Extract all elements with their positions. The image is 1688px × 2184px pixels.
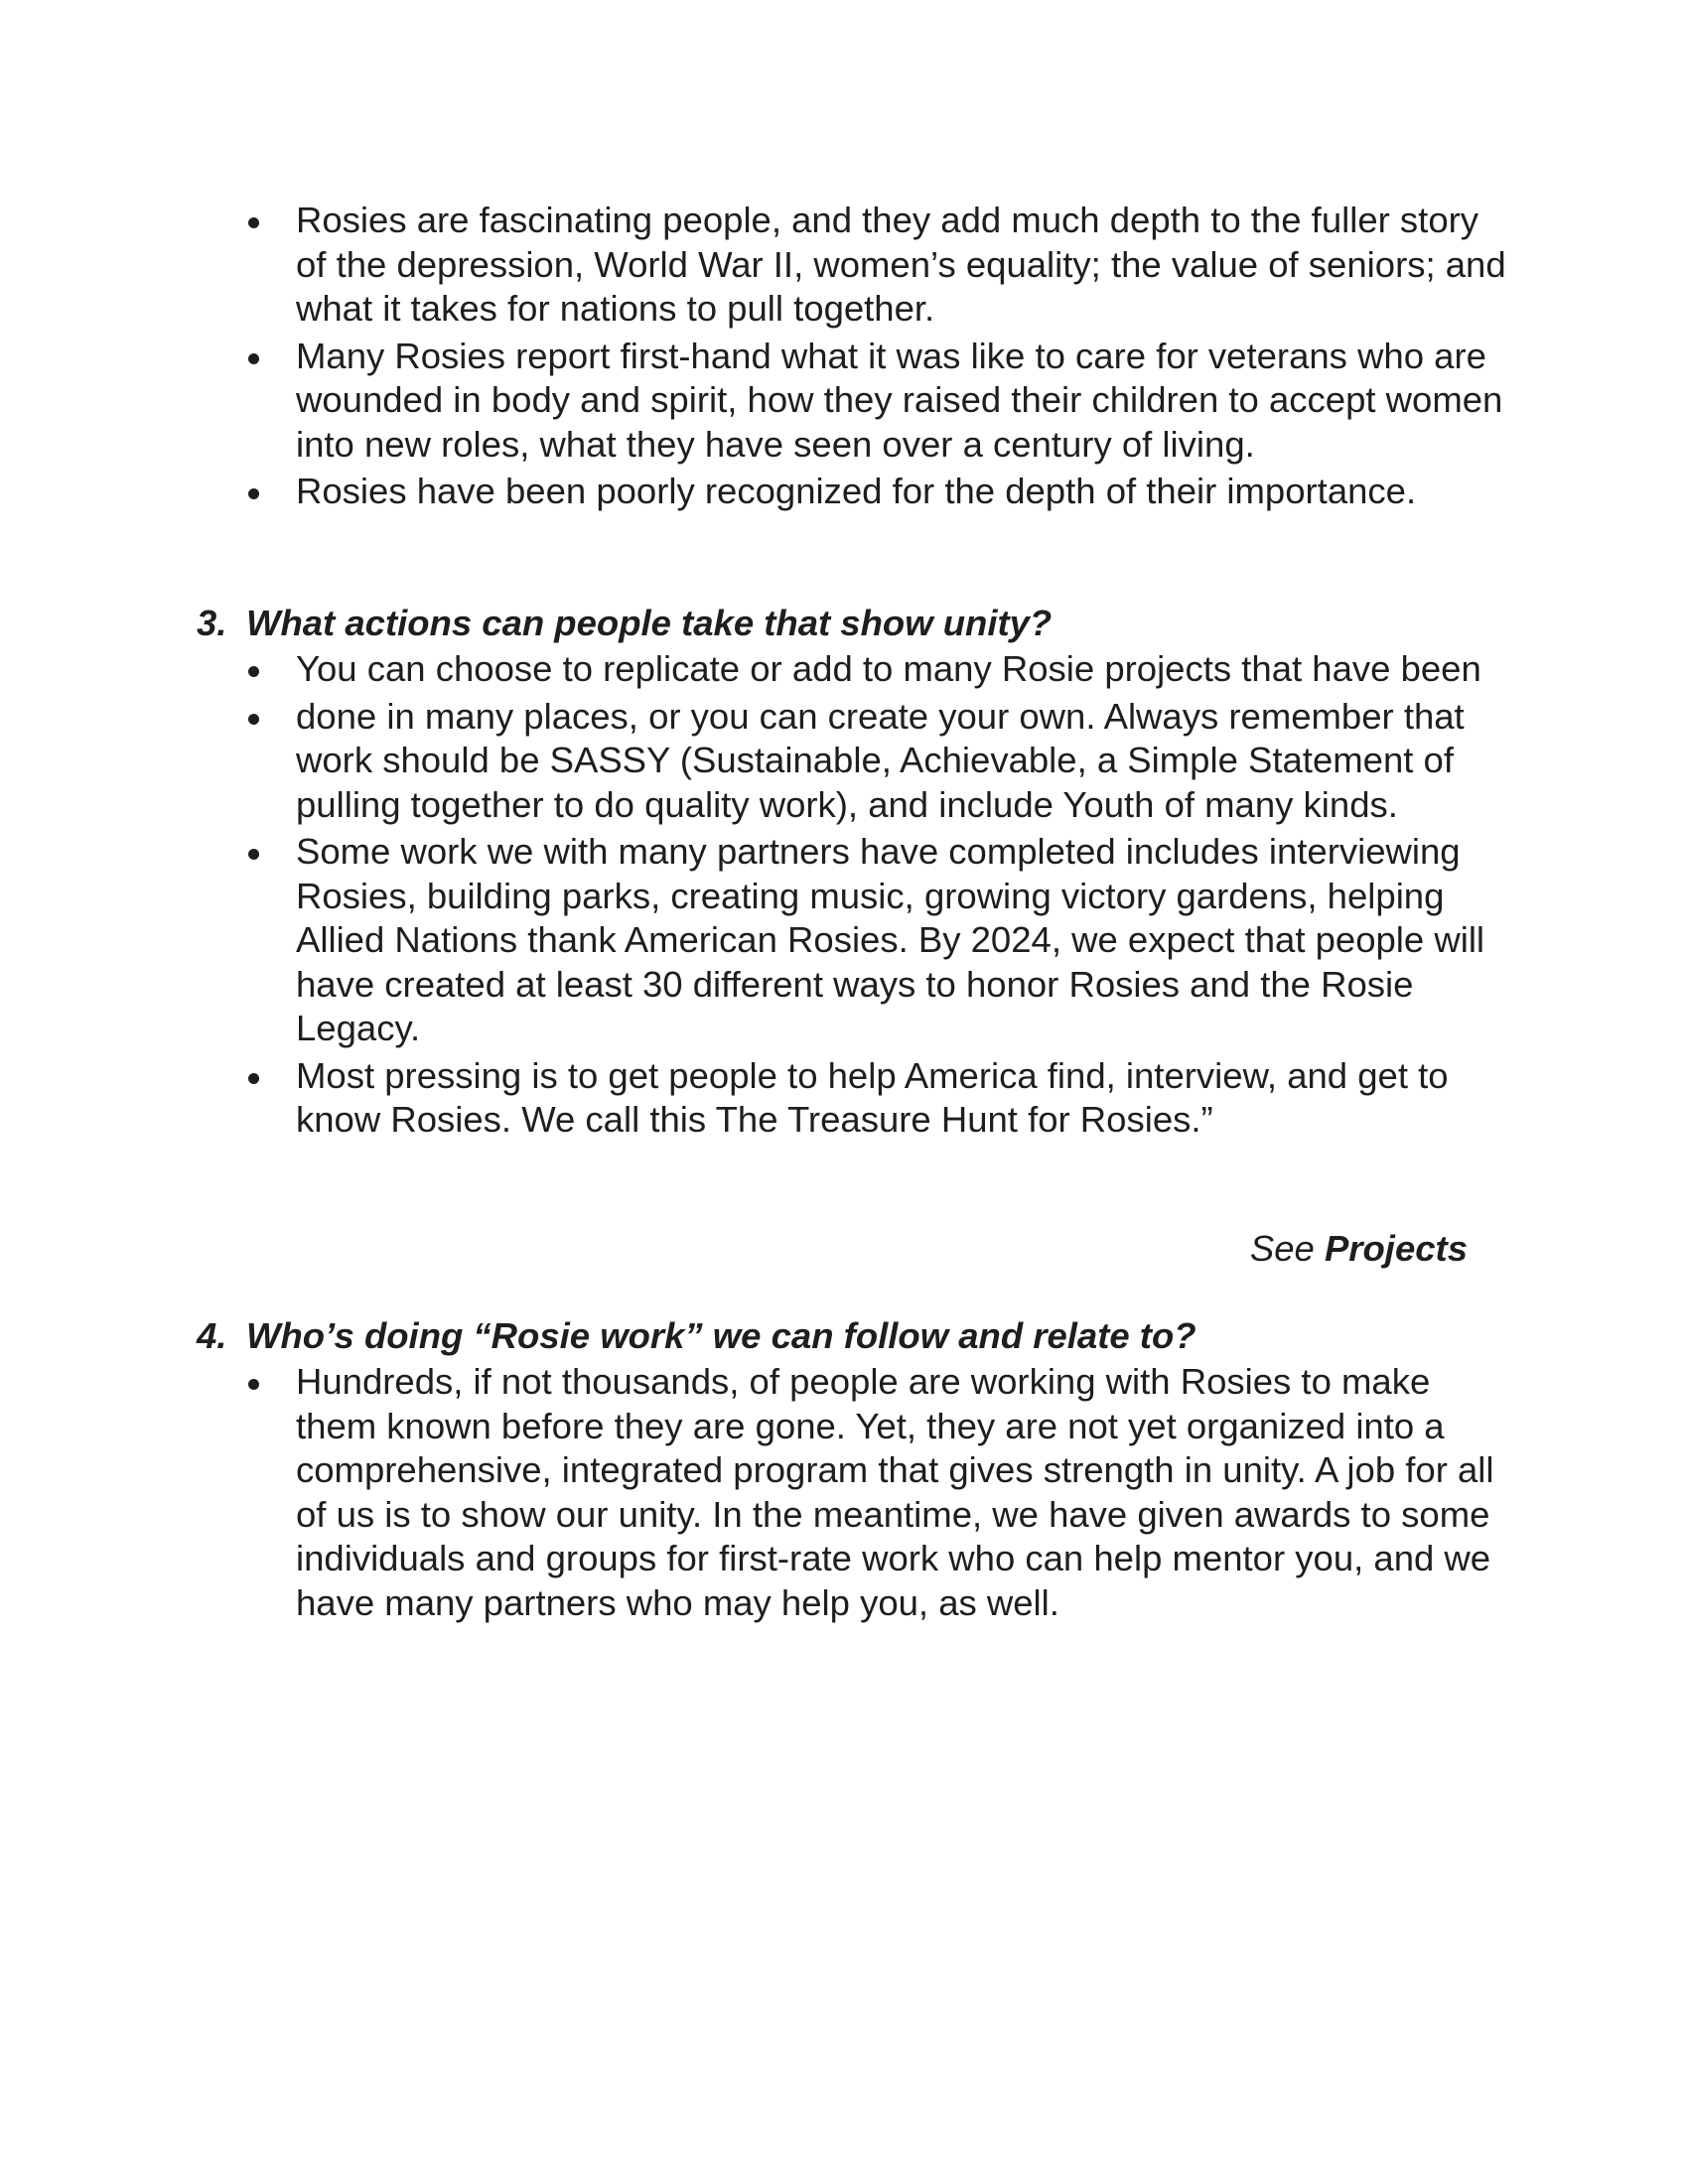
question-text: What actions can people take that show unity? <box>246 603 1053 643</box>
see-prefix: See <box>1249 1228 1315 1269</box>
question-number: 3. <box>197 603 227 643</box>
bullet-icon <box>248 1073 259 1084</box>
bullet-icon <box>248 1379 259 1390</box>
question-4-heading <box>197 1314 1196 1358</box>
list-item: Hundreds, if not thousands, of people are working with Rosies to make them known before they are gone. Yet, they are not yet organized into a comprehensive, integrated program that gives strength in unity. A job for all of us is to show our unity. In the meantime, we have given awards to some individuals and groups for first-rate work who can help mentor you, and we have many partners who may help you, as well. <box>0 1360 1507 1625</box>
list-item: Many Rosies report first-hand what it was like to care for veterans who are wounded in body and spirit, how they raised their children to accept women into new roles, what they have seen over a century of living. <box>0 335 1507 468</box>
question-3-bullets <box>0 647 1688 1146</box>
list-item: done in many places, or you can create your own. Always remember that work should be SASSY (Sustainable, Achievable, a Simple Statement of pulling together to do quality work), and include Youth of many kinds. <box>0 695 1507 828</box>
bullet-icon <box>248 488 259 499</box>
list-item: Most pressing is to get people to help America find, interview, and get to know Rosies. We call this The Treasure Hunt for Rosies.” <box>0 1054 1507 1143</box>
question-3-heading <box>197 602 1052 645</box>
bullet-icon <box>248 217 259 228</box>
projects-link[interactable]: Projects <box>1324 1228 1468 1269</box>
bullet-icon <box>248 666 259 677</box>
list-item: Rosies have been poorly recognized for the depth of their importance. <box>0 470 1507 514</box>
question-text: Who’s doing “Rosie work” we can follow and relate to? <box>246 1315 1196 1356</box>
list-item: You can choose to replicate or add to many Rosie projects that have been <box>0 647 1507 692</box>
question-number: 4. <box>197 1315 227 1356</box>
question-4-bullets <box>0 1360 1688 1628</box>
bullet-icon <box>248 714 259 725</box>
list-item: Rosies are fascinating people, and they add much depth to the fuller story of the depression, World War II, women’s equality; the value of seniors; and what it takes for nations to pull together. <box>0 199 1507 332</box>
bullet-icon <box>248 353 259 364</box>
list-item: Some work we with many partners have completed includes interviewing Rosies, building parks, creating music, growing victory gardens, helping Allied Nations thank American Rosies. By 2024, we expect that people will have created at least 30 different ways to honor Rosies and the Rosie Legacy. <box>0 830 1507 1051</box>
see-projects-reference <box>0 1227 1468 1271</box>
section-2-bullets <box>0 199 1688 517</box>
bullet-icon <box>248 849 259 860</box>
